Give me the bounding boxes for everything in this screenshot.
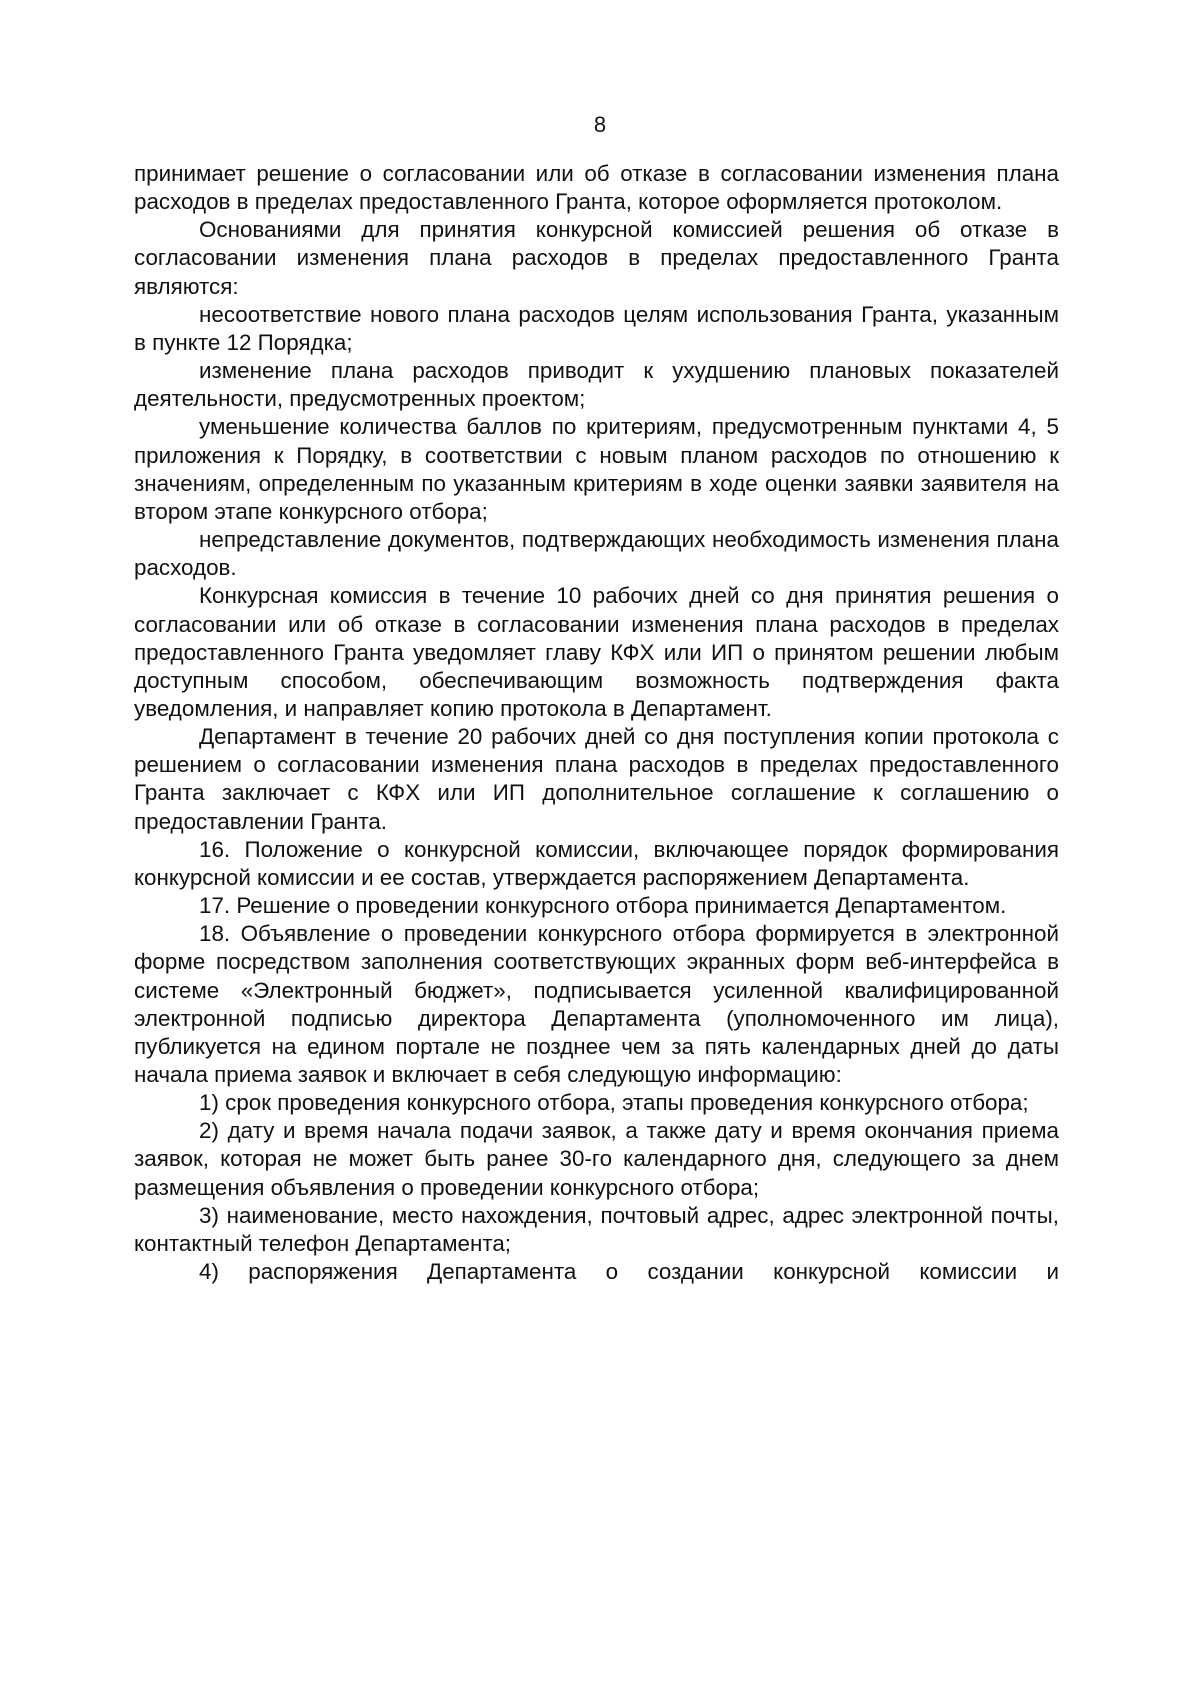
paragraph-item-18: 18. Объявление о проведении конкурсного отбора формируется в электронной форме посредством заполнения соответствующих экранных форм веб-интерфейса в системе «Электронный бюджет», подписывается усиленной квалифицированной электронной подписью директора Департамента (уполномоченного им лица), публикуется на едином портале не позднее чем за пять календарных дней до даты начала приема заявок и включает в себя следующую информацию: bbox=[134, 921, 1059, 1087]
paragraph-item-16: 16. Положение о конкурсной комиссии, включающее порядок формирования конкурсной комиссии и ее состав, утверждается распоряжением Департамента. bbox=[134, 836, 1059, 890]
list-item-3: 3) наименование, место нахождения, почтовый адрес, адрес электронной почты, контактный телефон Департамента; bbox=[134, 1202, 1059, 1256]
list-item-2: 2) дату и время начала подачи заявок, а также дату и время окончания приема заявок, которая не может быть ранее 30-го календарного дня, следующего за днем размещения объявления о проведении конкурсного отбора; bbox=[134, 1118, 1059, 1200]
paragraph-ground-worsening: изменение плана расходов приводит к ухудшению плановых показателей деятельности, предусмотренных проектом; bbox=[134, 358, 1059, 412]
list-item-4: 4) распоряжения Департамента о создании конкурсной комиссии и bbox=[199, 1259, 1059, 1285]
document-body bbox=[134, 160, 1059, 1286]
paragraph-refusal-grounds: Основаниями для принятия конкурсной комиссией решения об отказе в согласовании изменения плана расходов в пределах предоставленного Гранта являются: bbox=[134, 217, 1059, 299]
paragraph-item-17: 17. Решение о проведении конкурсного отбора принимается Департаментом. bbox=[199, 893, 1007, 919]
paragraph-continuation: принимает решение о согласовании или об отказе в согласовании изменения плана расходов в пределах предоставленного Гранта, которое оформляется протоколом. bbox=[134, 161, 1059, 215]
paragraph-ground-no-documents: непредставление документов, подтверждающих необходимость изменения плана расходов. bbox=[134, 527, 1059, 581]
paragraph-commission-notification: Конкурсная комиссия в течение 10 рабочих дней со дня принятия решения о согласовании или об отказе в согласовании изменения плана расходов в пределах предоставленного Гранта уведомляет главу КФХ или ИП о принятом решении любым доступным способом, обеспечивающим возможность подтверждения факта уведомления, и направляет копию протокола в Департамент. bbox=[134, 583, 1059, 721]
paragraph-ground-score-decrease: уменьшение количества баллов по критериям, предусмотренным пунктами 4, 5 приложения к Порядку, в соответствии с новым планом расходов по отношению к значениям, определенным по указанным критериям в ходе оценки заявки заявителя на втором этапе конкурсного отбора; bbox=[134, 414, 1059, 524]
paragraph-department-agreement: Департамент в течение 20 рабочих дней со дня поступления копии протокола с решением о согласовании изменения плана расходов в пределах предоставленного Гранта заключает с КФХ или ИП дополнительное соглашение к соглашению о предоставлении Гранта. bbox=[134, 724, 1059, 834]
page-number: 8 bbox=[593, 112, 607, 137]
paragraph-ground-mismatch: несоответствие нового плана расходов целям использования Гранта, указанным в пункте 12 Порядка; bbox=[134, 301, 1059, 355]
list-item-1: 1) срок проведения конкурсного отбора, этапы проведения конкурсного отбора; bbox=[199, 1090, 1029, 1116]
